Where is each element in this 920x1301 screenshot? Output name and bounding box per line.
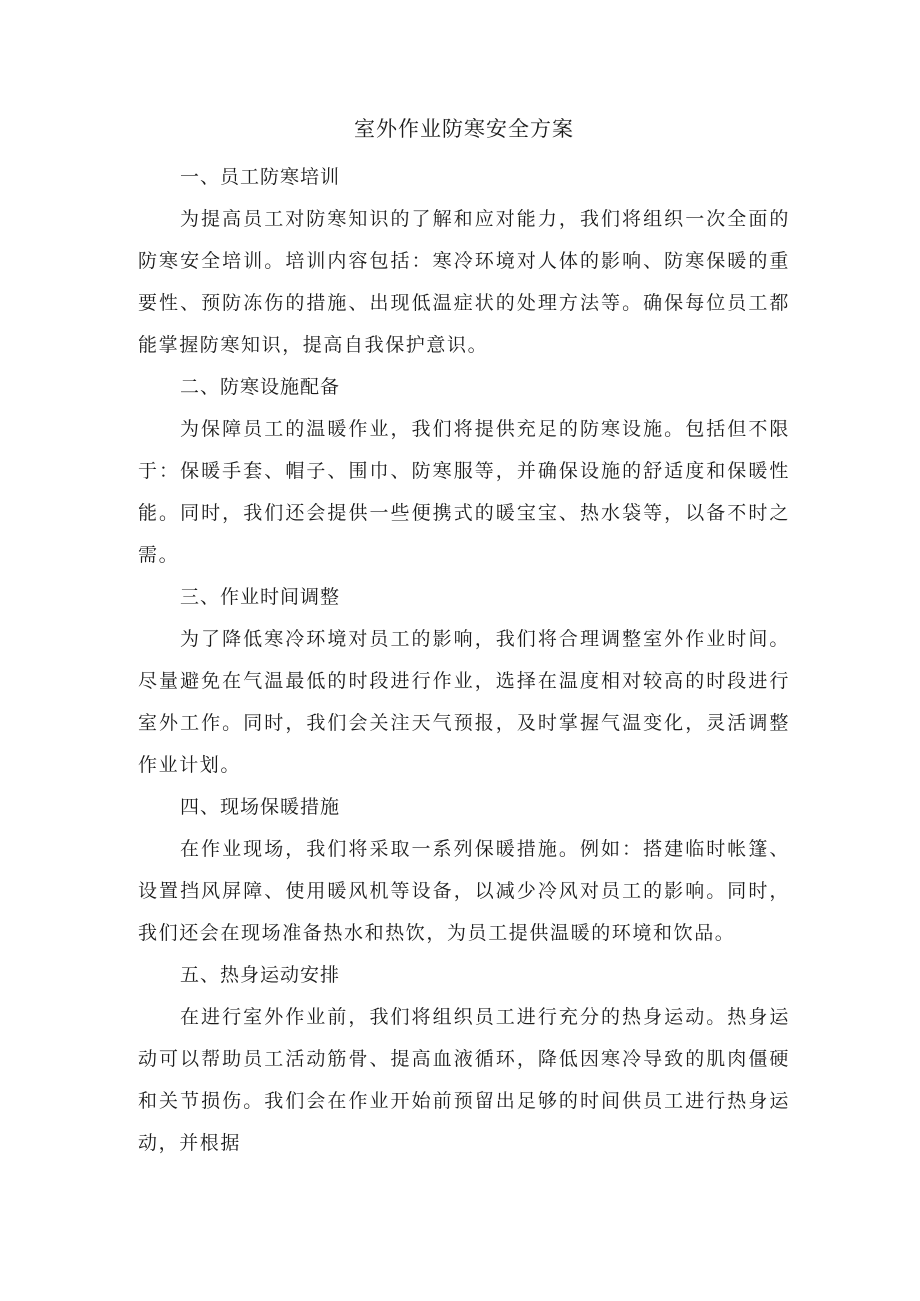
section-heading: 一、员工防寒培训 (180, 166, 341, 188)
section-cold-protection-equipment (138, 366, 790, 576)
section-heading: 四、现场保暖措施 (180, 796, 341, 818)
section-paragraph: 为了降低寒冷环境对员工的影响，我们将合理调整室外作业时间。尽量避免在气温最低的时段进行作业，选择在温度相对较高的时段进行室外工作。同时，我们会关注天气预报，及时掌握气温变化，灵活调整作业计划。 (138, 628, 790, 776)
section-paragraph: 在进行室外作业前，我们将组织员工进行充分的热身运动。热身运动可以帮助员工活动筋骨、提高血液循环，降低因寒冷导致的肌肉僵硬和关节损伤。我们会在作业开始前预留出足够的时间供员工进行热身运动，并根据 (138, 1006, 790, 1154)
document-page (138, 112, 790, 1164)
section-paragraph: 在作业现场，我们将采取一系列保暖措施。例如：搭建临时帐篷、设置挡风屏障、使用暖风机等设备，以减少冷风对员工的影响。同时，我们还会在现场准备热水和热饮，为员工提供温暖的环境和饮品。 (138, 838, 790, 944)
section-staff-training (138, 156, 790, 366)
document-title: 室外作业防寒安全方案 (354, 117, 574, 141)
section-warmup-exercise (138, 954, 790, 1164)
section-work-time-adjustment (138, 576, 790, 786)
section-onsite-warming-measures (138, 786, 790, 954)
section-heading: 三、作业时间调整 (180, 586, 341, 608)
section-heading: 二、防寒设施配备 (180, 376, 341, 398)
section-heading: 五、热身运动安排 (180, 964, 341, 986)
section-paragraph: 为提高员工对防寒知识的了解和应对能力，我们将组织一次全面的防寒安全培训。培训内容包括：寒冷环境对人体的影响、防寒保暖的重要性、预防冻伤的措施、出现低温症状的处理方法等。确保每位员工都能掌握防寒知识，提高自我保护意识。 (138, 208, 790, 356)
section-paragraph: 为保障员工的温暖作业，我们将提供充足的防寒设施。包括但不限于：保暖手套、帽子、围巾、防寒服等，并确保设施的舒适度和保暖性能。同时，我们还会提供一些便携式的暖宝宝、热水袋等，以备不时之需。 (138, 418, 790, 566)
